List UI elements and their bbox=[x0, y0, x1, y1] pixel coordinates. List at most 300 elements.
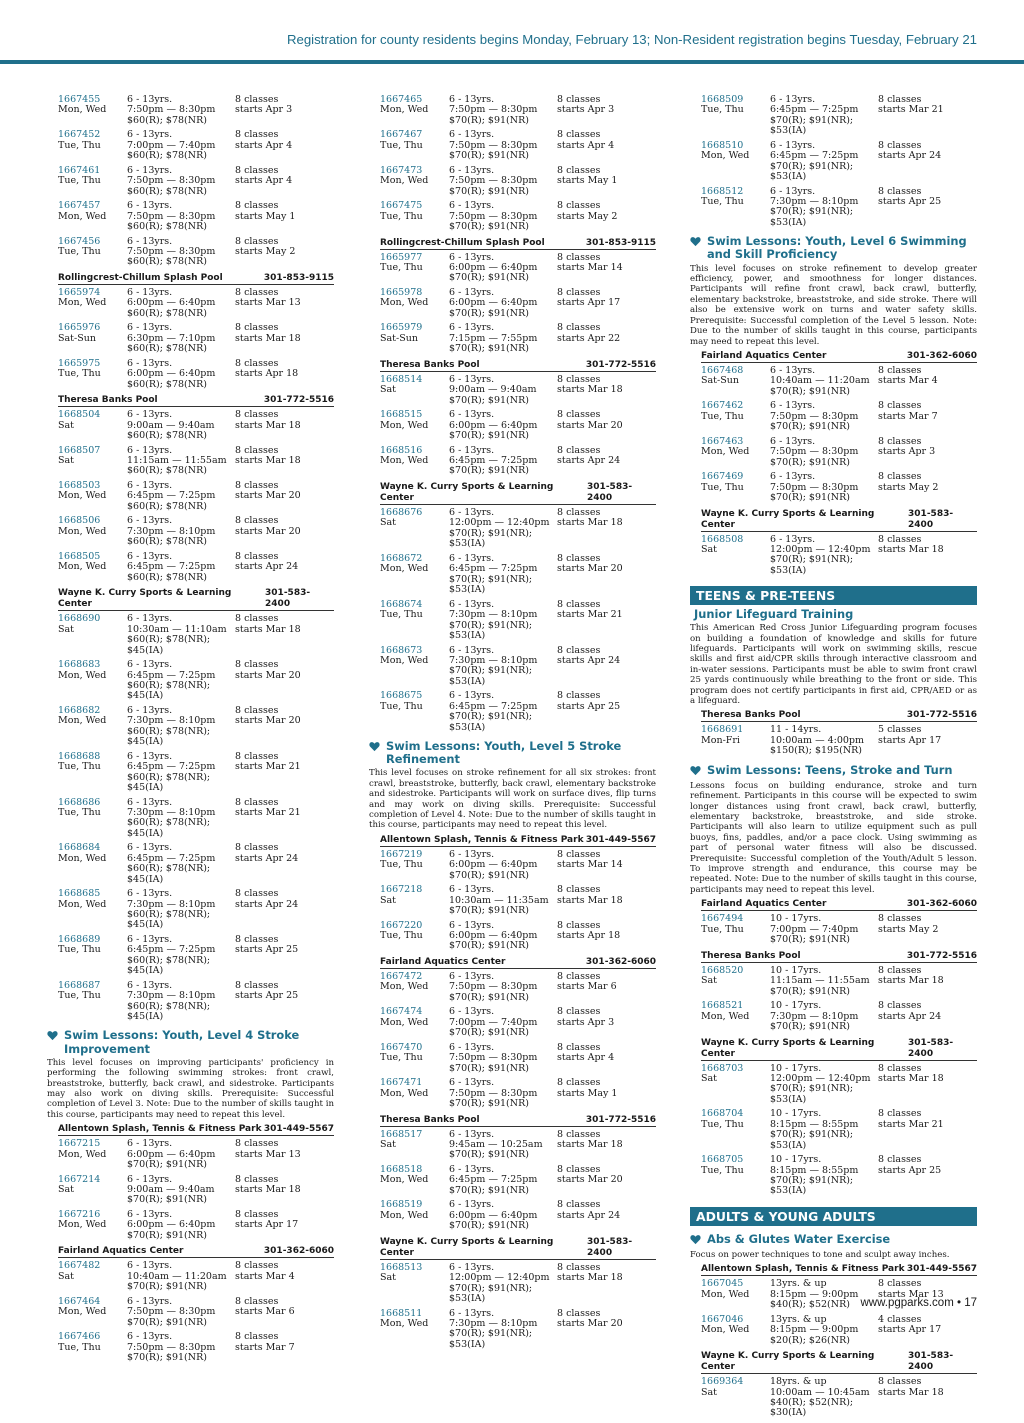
class-code[interactable]: 1668684 bbox=[58, 842, 101, 854]
class-code[interactable]: 1667219 bbox=[380, 848, 423, 860]
class-fee: $70(R); $91(NR) bbox=[449, 1098, 529, 1110]
class-time: 6:00pm — 6:40pm bbox=[127, 1219, 216, 1231]
location-name: Wayne K. Curry Sports & Learning Center bbox=[380, 482, 554, 504]
class-count-start bbox=[235, 323, 334, 354]
class-listing bbox=[58, 166, 334, 197]
class-code[interactable]: 1668687 bbox=[58, 979, 101, 991]
class-code[interactable]: 1669364 bbox=[701, 1376, 744, 1388]
class-start: starts May 2 bbox=[235, 246, 296, 258]
class-code-days bbox=[58, 798, 127, 840]
class-listing bbox=[701, 535, 977, 577]
class-code[interactable]: 1667468 bbox=[701, 364, 744, 376]
class-count-start bbox=[878, 914, 977, 945]
heart-icon bbox=[690, 236, 701, 250]
class-code[interactable]: 1668516 bbox=[380, 444, 423, 456]
class-code-days bbox=[701, 1315, 770, 1346]
location-header bbox=[58, 1123, 334, 1136]
class-count-start bbox=[235, 660, 334, 702]
class-fee: $70(R); $91(NR) bbox=[449, 1027, 529, 1039]
class-count: 8 classes bbox=[235, 515, 279, 527]
class-code-days bbox=[701, 1377, 770, 1419]
class-count: 8 classes bbox=[235, 129, 279, 141]
class-code-days bbox=[58, 323, 127, 354]
class-count-start bbox=[557, 446, 656, 477]
location-phone: 301-772-5516 bbox=[585, 1114, 656, 1125]
class-days: Mon, Wed bbox=[380, 175, 429, 187]
class-count: 8 classes bbox=[557, 690, 601, 702]
class-time: 6:45pm — 7:25pm bbox=[127, 761, 216, 773]
class-code[interactable]: 1668507 bbox=[58, 444, 101, 456]
class-start: starts Mar 21 bbox=[557, 609, 623, 621]
location-name: Wayne K. Curry Sports & Learning Center bbox=[701, 508, 875, 530]
class-days: Mon, Wed bbox=[380, 104, 429, 116]
class-code[interactable]: 1668504 bbox=[58, 409, 101, 421]
location-phone: 301-583-2400 bbox=[908, 1037, 954, 1059]
class-code[interactable]: 1668505 bbox=[58, 550, 101, 562]
class-days: Tue, Thu bbox=[701, 481, 744, 493]
class-start: starts Mar 20 bbox=[557, 1174, 623, 1186]
class-code[interactable]: 1668682 bbox=[58, 704, 101, 716]
class-code[interactable]: 1665978 bbox=[380, 287, 423, 299]
class-start: starts Mar 4 bbox=[878, 375, 938, 387]
class-fee: $70(R); $91(NR); $53(IA) bbox=[449, 527, 533, 550]
class-code[interactable]: 1668506 bbox=[58, 515, 101, 527]
class-code-days bbox=[701, 914, 770, 945]
class-listing bbox=[701, 725, 977, 756]
class-count: 8 classes bbox=[878, 1278, 922, 1290]
class-code-days bbox=[701, 1109, 770, 1151]
class-code-days bbox=[58, 288, 127, 319]
class-code-days bbox=[380, 288, 449, 319]
class-code[interactable]: 1668705 bbox=[701, 1154, 744, 1166]
class-days: Tue, Thu bbox=[58, 246, 101, 258]
class-code[interactable]: 1668511 bbox=[380, 1307, 423, 1319]
class-count-start bbox=[235, 481, 334, 512]
class-days: Mon, Wed bbox=[380, 419, 429, 431]
class-code[interactable]: 1668513 bbox=[380, 1261, 423, 1273]
class-age-time-fee bbox=[449, 410, 557, 441]
class-count: 8 classes bbox=[235, 933, 279, 945]
class-time: 9:00am — 9:40am bbox=[127, 1184, 215, 1196]
class-count: 8 classes bbox=[557, 129, 601, 141]
class-code[interactable]: 1667452 bbox=[58, 129, 101, 141]
class-code[interactable]: 1668683 bbox=[58, 659, 101, 671]
class-age-time-fee bbox=[770, 95, 878, 137]
class-code[interactable]: 1667474 bbox=[380, 1006, 423, 1018]
class-start: starts Apr 24 bbox=[557, 1209, 621, 1221]
class-code-days bbox=[380, 1200, 449, 1231]
class-age-time-fee bbox=[127, 935, 235, 977]
class-fee: $70(R); $91(NR) bbox=[449, 185, 529, 197]
class-code-days bbox=[380, 1007, 449, 1038]
class-code[interactable]: 1665976 bbox=[58, 322, 101, 334]
class-fee: $70(R); $91(NR); $53(IA) bbox=[449, 619, 533, 641]
section-description: This level focuses on stroke refinement to develop greater efficiency, power, and smoothness for longer distances. Participants will refine front crawl, back crawl, butterfly, elementary backstroke, breaststroke, and side stroke. There will also be extensive work on turns and water safety skills. Prerequisite: Successful completion of the Level 5 lesson. Note: Due to the number of skills taught in this course, participants may need to repeat this level. bbox=[690, 263, 977, 347]
class-count: 8 classes bbox=[235, 1138, 279, 1150]
class-code-days bbox=[58, 446, 127, 477]
class-count: 8 classes bbox=[878, 364, 922, 376]
class-count-start bbox=[235, 359, 334, 390]
class-code[interactable]: 1668685 bbox=[58, 888, 101, 900]
class-time: 9:00am — 9:40am bbox=[449, 384, 537, 396]
class-time: 7:30pm — 8:10pm bbox=[127, 525, 216, 537]
class-age-time-fee bbox=[449, 130, 557, 161]
class-code[interactable]: 1667472 bbox=[380, 971, 423, 982]
class-code-days bbox=[701, 95, 770, 137]
class-age-time-fee bbox=[770, 725, 878, 756]
class-count: 8 classes bbox=[235, 659, 279, 671]
class-code[interactable]: 1667467 bbox=[380, 129, 423, 141]
class-code[interactable]: 1668514 bbox=[380, 373, 423, 385]
class-count-start bbox=[878, 401, 977, 432]
class-count: 8 classes bbox=[878, 400, 922, 412]
class-code[interactable]: 1667457 bbox=[58, 200, 101, 212]
location-name: Theresa Banks Pool bbox=[701, 710, 801, 721]
class-count-start bbox=[235, 130, 334, 161]
class-code[interactable]: 1667215 bbox=[58, 1138, 101, 1150]
class-listing bbox=[380, 1309, 656, 1351]
class-code[interactable]: 1668512 bbox=[701, 185, 744, 197]
class-code[interactable]: 1668703 bbox=[701, 1062, 744, 1074]
class-age-time-fee bbox=[449, 508, 557, 550]
class-code[interactable]: 1667475 bbox=[380, 200, 423, 212]
class-code[interactable]: 1668704 bbox=[701, 1108, 744, 1120]
class-code[interactable]: 1667463 bbox=[701, 435, 744, 447]
class-code[interactable]: 1668672 bbox=[380, 552, 423, 564]
class-count-start bbox=[878, 1315, 977, 1346]
class-code[interactable]: 1668690 bbox=[58, 613, 101, 625]
class-code[interactable]: 1668676 bbox=[380, 507, 423, 519]
class-days: Mon, Wed bbox=[701, 150, 750, 162]
class-time: 7:50pm — 8:30pm bbox=[449, 210, 538, 222]
class-fee: $70(R); $91(NR); $53(IA) bbox=[770, 1083, 854, 1105]
class-age: 6 - 13yrs. bbox=[449, 129, 495, 141]
class-count: 8 classes bbox=[557, 251, 601, 263]
class-code[interactable]: 1668503 bbox=[58, 480, 101, 492]
class-days: Mon, Wed bbox=[58, 852, 107, 864]
location-header bbox=[701, 950, 977, 963]
class-count-start bbox=[235, 843, 334, 885]
class-age: 6 - 13yrs. bbox=[449, 1164, 495, 1176]
class-start: starts Mar 21 bbox=[878, 104, 944, 116]
class-days: Mon, Wed bbox=[58, 898, 107, 910]
class-listing bbox=[58, 1175, 334, 1206]
class-code-days bbox=[380, 600, 449, 642]
class-time: 7:50pm — 8:30pm bbox=[127, 104, 216, 116]
class-age-time-fee bbox=[127, 889, 235, 931]
class-code[interactable]: 1667466 bbox=[58, 1331, 101, 1343]
class-start: starts Mar 6 bbox=[557, 981, 617, 993]
class-time: 11:15am — 11:55am bbox=[770, 975, 870, 987]
class-code[interactable]: 1667465 bbox=[380, 94, 423, 105]
class-code[interactable]: 1665975 bbox=[58, 357, 101, 369]
class-code[interactable]: 1668521 bbox=[701, 1000, 744, 1012]
class-listing bbox=[380, 850, 656, 881]
class-age: 18yrs. & up bbox=[770, 1376, 827, 1388]
class-code[interactable]: 1668691 bbox=[701, 724, 744, 736]
class-code-days bbox=[380, 375, 449, 406]
class-code[interactable]: 1667045 bbox=[701, 1278, 744, 1290]
class-time: 8:15pm — 9:00pm bbox=[770, 1288, 859, 1300]
class-age-time-fee bbox=[127, 166, 235, 197]
class-code[interactable]: 1668686 bbox=[58, 796, 101, 808]
class-time: 10:00am — 4:00pm bbox=[770, 734, 865, 746]
class-code-days bbox=[58, 130, 127, 161]
class-code-days bbox=[380, 95, 449, 126]
class-code-days bbox=[380, 1130, 449, 1161]
class-start: starts Mar 20 bbox=[557, 563, 623, 575]
class-time: 6:45pm — 7:25pm bbox=[770, 150, 859, 162]
class-start: starts May 1 bbox=[557, 1087, 618, 1099]
section-title: Swim Lessons: Youth, Level 5 Stroke Refinement bbox=[386, 738, 622, 767]
class-code[interactable]: 1665977 bbox=[380, 251, 423, 263]
class-code[interactable]: 1667462 bbox=[701, 400, 744, 412]
class-code[interactable]: 1668675 bbox=[380, 690, 423, 702]
class-age: 6 - 13yrs. bbox=[127, 444, 173, 456]
class-code[interactable]: 1668508 bbox=[701, 533, 744, 545]
class-age: 6 - 13yrs. bbox=[127, 129, 173, 141]
location-header bbox=[380, 1236, 656, 1260]
class-start: starts Mar 4 bbox=[235, 1270, 295, 1282]
class-code[interactable]: 1668518 bbox=[380, 1164, 423, 1176]
class-code[interactable]: 1667464 bbox=[58, 1295, 101, 1307]
class-count-start bbox=[557, 166, 656, 197]
class-listing bbox=[58, 935, 334, 977]
class-listing bbox=[380, 1007, 656, 1038]
section-heading bbox=[690, 1233, 977, 1248]
class-age-time-fee bbox=[770, 1377, 878, 1419]
class-age: 6 - 13yrs. bbox=[127, 888, 173, 900]
class-code[interactable]: 1667216 bbox=[58, 1209, 101, 1221]
location-name: Allentown Splash, Tennis & Fitness Park bbox=[701, 1264, 905, 1275]
class-code[interactable]: 1665979 bbox=[380, 322, 423, 334]
class-code[interactable]: 1668519 bbox=[380, 1199, 423, 1211]
class-days: Sat bbox=[380, 517, 396, 529]
location-header bbox=[380, 481, 656, 505]
class-listing bbox=[701, 966, 977, 997]
class-code[interactable]: 1667220 bbox=[380, 919, 423, 931]
class-age-time-fee bbox=[770, 535, 878, 577]
class-code[interactable]: 1667470 bbox=[380, 1041, 423, 1053]
class-count-start bbox=[878, 1377, 977, 1419]
class-days: Mon, Wed bbox=[58, 490, 107, 502]
class-age-time-fee bbox=[449, 253, 557, 284]
class-time: 7:30pm — 8:10pm bbox=[770, 196, 859, 208]
class-time: 7:00pm — 7:40pm bbox=[770, 923, 859, 935]
class-start: starts Mar 20 bbox=[557, 1318, 623, 1330]
class-days: Tue, Thu bbox=[58, 1341, 101, 1353]
class-age: 6 - 13yrs. bbox=[449, 598, 495, 610]
class-fee: $70(R); $91(NR) bbox=[770, 934, 850, 946]
class-count: 8 classes bbox=[878, 185, 922, 197]
class-time: 7:30pm — 8:10pm bbox=[449, 654, 538, 666]
class-fee: $70(R); $91(NR) bbox=[449, 1149, 529, 1161]
class-count: 8 classes bbox=[557, 598, 601, 610]
class-time: 7:00pm — 7:40pm bbox=[449, 1016, 538, 1028]
class-code[interactable]: 1667461 bbox=[58, 164, 101, 176]
class-days: Tue, Thu bbox=[701, 1164, 744, 1176]
class-code[interactable]: 1667482 bbox=[58, 1260, 101, 1272]
class-days: Tue, Thu bbox=[380, 930, 423, 941]
class-age-time-fee bbox=[449, 1130, 557, 1161]
class-listing bbox=[58, 410, 334, 441]
class-code[interactable]: 1667456 bbox=[58, 235, 101, 247]
class-fee: $40(R); $52(NR) bbox=[770, 1299, 850, 1311]
class-count: 8 classes bbox=[235, 1331, 279, 1343]
class-code-days bbox=[58, 1139, 127, 1170]
class-start: starts May 1 bbox=[235, 210, 296, 222]
class-code[interactable]: 1667471 bbox=[380, 1077, 423, 1089]
class-code[interactable]: 1667214 bbox=[58, 1173, 101, 1185]
class-days: Mon, Wed bbox=[701, 1288, 750, 1300]
class-code[interactable]: 1667469 bbox=[701, 471, 744, 483]
class-code-days bbox=[380, 201, 449, 232]
class-count-start bbox=[235, 1261, 334, 1292]
class-code-days bbox=[58, 660, 127, 702]
class-start: starts Apr 24 bbox=[235, 898, 299, 910]
class-time: 6:00pm — 6:40pm bbox=[127, 368, 216, 380]
class-listing bbox=[58, 323, 334, 354]
class-fee: $70(R); $91(NR); $53(IA) bbox=[449, 665, 533, 687]
class-count-start bbox=[235, 1175, 334, 1206]
class-code-days bbox=[380, 130, 449, 161]
class-listing bbox=[380, 508, 656, 550]
class-count-start bbox=[557, 1043, 656, 1074]
class-age: 6 - 13yrs. bbox=[449, 644, 495, 656]
class-days: Sat bbox=[380, 384, 396, 396]
class-age-time-fee bbox=[770, 437, 878, 468]
class-fee: $60(R); $78(NR) bbox=[127, 150, 207, 162]
class-age: 6 - 13yrs. bbox=[770, 139, 816, 151]
class-count-start bbox=[235, 981, 334, 1023]
class-count: 8 classes bbox=[235, 409, 279, 421]
class-days: Sat-Sun bbox=[701, 375, 739, 387]
class-fee: $70(R); $91(NR); $53(IA) bbox=[770, 1174, 854, 1197]
class-code[interactable]: 1668510 bbox=[701, 139, 744, 151]
class-listing bbox=[701, 141, 977, 183]
class-age: 6 - 13yrs. bbox=[770, 185, 816, 197]
section-heading bbox=[47, 1029, 334, 1055]
class-start: starts Mar 13 bbox=[235, 297, 301, 309]
class-time: 9:00am — 9:40am bbox=[127, 419, 215, 431]
class-listing bbox=[380, 375, 656, 406]
class-code[interactable]: 1668688 bbox=[58, 750, 101, 762]
class-start: starts Apr 18 bbox=[235, 368, 299, 380]
class-code[interactable]: 1668689 bbox=[58, 933, 101, 945]
section-description: Focus on power techniques to tone and sculpt away inches. bbox=[690, 1249, 950, 1260]
class-days: Sat-Sun bbox=[58, 332, 96, 344]
class-count: 8 classes bbox=[878, 1376, 922, 1388]
class-start: starts Apr 24 bbox=[557, 455, 621, 467]
location-phone: 301-853-9115 bbox=[585, 237, 656, 248]
class-fee: $60(R); $78(NR); $45(IA) bbox=[127, 863, 211, 885]
location-phone: 301-362-6060 bbox=[263, 1246, 334, 1257]
class-code[interactable]: 1667455 bbox=[58, 94, 101, 105]
location-name: Allentown Splash, Tennis & Fitness Park bbox=[58, 1124, 262, 1135]
class-count: 8 classes bbox=[557, 1261, 601, 1273]
class-count-start bbox=[235, 1297, 334, 1328]
class-age: 6 - 13yrs. bbox=[770, 435, 816, 447]
class-start: starts Mar 18 bbox=[235, 419, 301, 431]
class-time: 6:00pm — 6:40pm bbox=[449, 419, 538, 431]
class-code[interactable]: 1667218 bbox=[380, 884, 423, 896]
class-time: 7:50pm — 8:30pm bbox=[770, 481, 859, 493]
class-listing bbox=[701, 1377, 977, 1419]
class-start: starts Apr 25 bbox=[235, 990, 299, 1002]
class-age: 6 - 13yrs. bbox=[449, 1261, 495, 1273]
class-days: Mon, Wed bbox=[380, 1087, 429, 1099]
class-code[interactable]: 1668517 bbox=[380, 1128, 423, 1140]
class-age: 10 - 17yrs. bbox=[770, 1000, 822, 1012]
class-days: Sat bbox=[701, 1386, 717, 1398]
class-code[interactable]: 1667494 bbox=[701, 913, 744, 925]
class-age: 6 - 13yrs. bbox=[127, 796, 173, 808]
class-fee: $70(R); $91(NR); $53(IA) bbox=[449, 1328, 533, 1350]
class-count: 8 classes bbox=[235, 322, 279, 334]
class-age: 6 - 13yrs. bbox=[127, 1295, 173, 1307]
class-count: 8 classes bbox=[557, 1199, 601, 1211]
class-age: 6 - 13yrs. bbox=[127, 979, 173, 991]
location-phone: 301-772-5516 bbox=[585, 359, 656, 370]
class-code[interactable]: 1667473 bbox=[380, 164, 423, 176]
class-count: 8 classes bbox=[878, 1000, 922, 1012]
class-time: 11:15am — 11:55am bbox=[127, 455, 227, 467]
class-days: Mon, Wed bbox=[58, 297, 107, 309]
class-code[interactable]: 1668674 bbox=[380, 598, 423, 610]
location-header bbox=[701, 709, 977, 722]
class-days: Mon, Wed bbox=[58, 1306, 107, 1318]
class-age-time-fee bbox=[127, 614, 235, 656]
class-fee: $60(R); $78(NR); $45(IA) bbox=[127, 954, 211, 977]
location-header bbox=[701, 508, 977, 532]
class-code[interactable]: 1668673 bbox=[380, 644, 423, 656]
class-age-time-fee bbox=[127, 752, 235, 794]
class-count-start bbox=[557, 410, 656, 441]
class-days: Mon, Wed bbox=[380, 981, 429, 993]
class-age-time-fee bbox=[127, 446, 235, 477]
location-name: Fairland Aquatics Center bbox=[701, 350, 827, 361]
class-listing bbox=[701, 437, 977, 468]
location-header bbox=[701, 1350, 977, 1374]
class-code[interactable]: 1667046 bbox=[701, 1313, 744, 1325]
class-age-time-fee bbox=[449, 646, 557, 688]
class-code-days bbox=[380, 885, 449, 916]
class-count: 8 classes bbox=[235, 480, 279, 492]
class-listing bbox=[380, 921, 656, 952]
class-count: 8 classes bbox=[878, 964, 922, 976]
class-fee: $70(R); $91(NR) bbox=[127, 1352, 207, 1364]
class-count: 8 classes bbox=[557, 884, 601, 896]
class-listing bbox=[701, 914, 977, 945]
class-age-time-fee bbox=[449, 972, 557, 1003]
class-code[interactable]: 1668509 bbox=[701, 94, 744, 105]
class-code[interactable]: 1668520 bbox=[701, 964, 744, 976]
class-listing bbox=[380, 166, 656, 197]
class-start: starts Apr 25 bbox=[235, 944, 299, 956]
class-days: Mon, Wed bbox=[58, 669, 107, 681]
class-code[interactable]: 1668515 bbox=[380, 409, 423, 421]
class-age-time-fee bbox=[127, 481, 235, 512]
class-code[interactable]: 1665974 bbox=[58, 287, 101, 299]
class-count-start bbox=[878, 141, 977, 183]
class-time: 6:45pm — 7:25pm bbox=[127, 490, 216, 502]
class-count-start bbox=[235, 798, 334, 840]
class-age: 6 - 13yrs. bbox=[127, 659, 173, 671]
class-fee: $60(R); $78(NR) bbox=[127, 221, 207, 233]
location-name: Wayne K. Curry Sports & Learning Center bbox=[58, 588, 232, 610]
class-count: 8 classes bbox=[557, 200, 601, 212]
class-time: 6:45pm — 7:25pm bbox=[127, 852, 216, 864]
